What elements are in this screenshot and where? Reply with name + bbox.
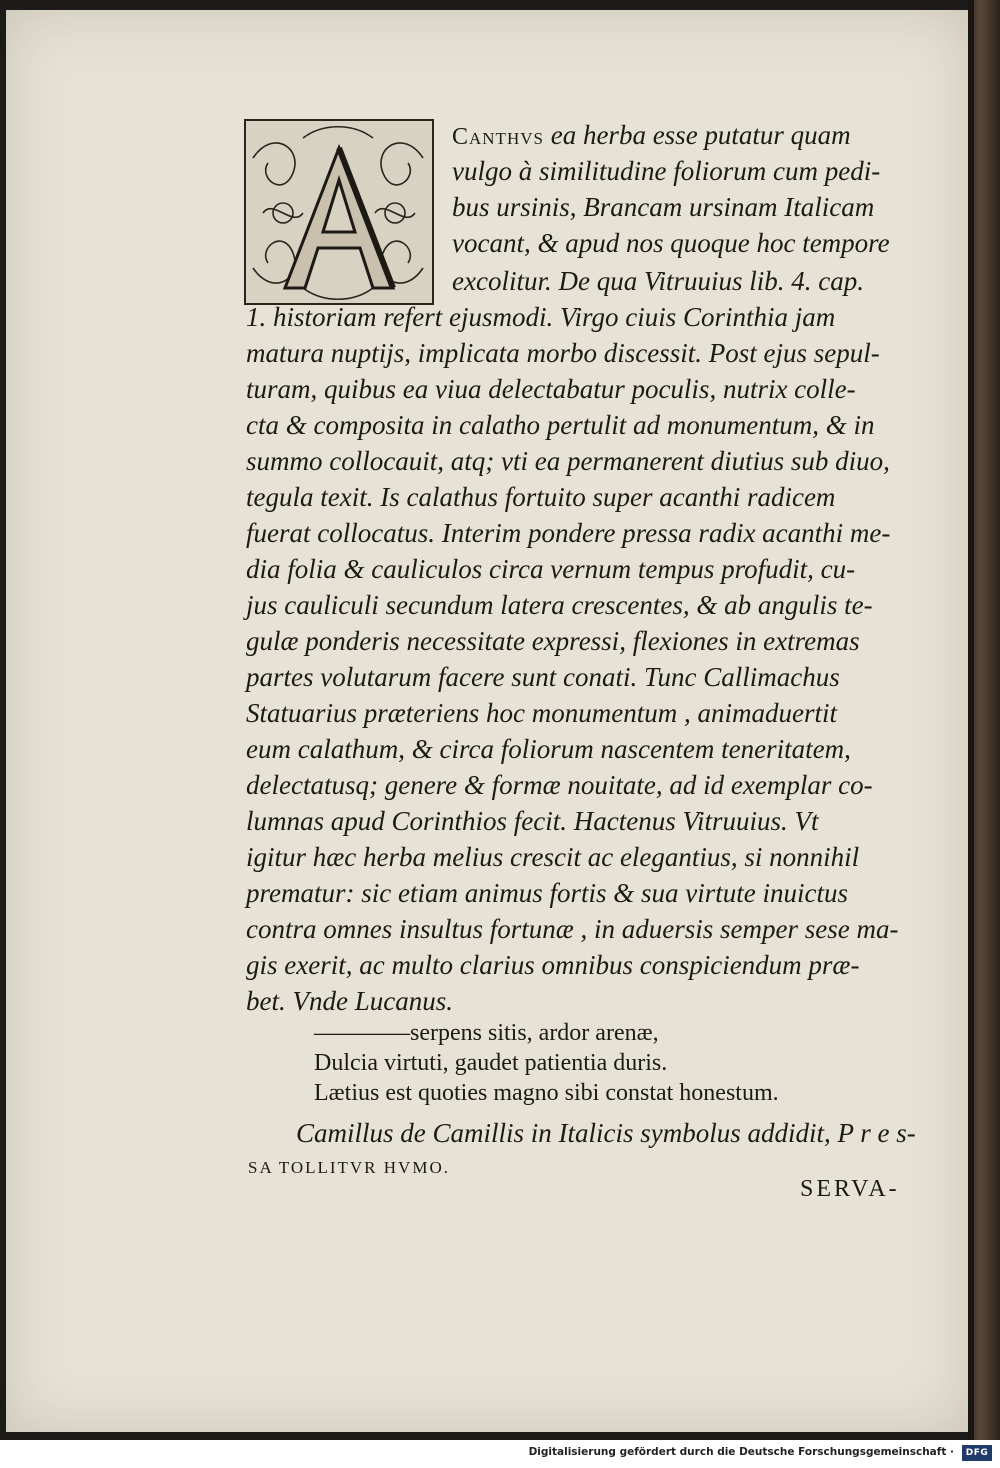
text-line-24: gis exerit, ac multo clarius omnibus conspiciendum præ-	[246, 950, 860, 980]
text-line-7: matura nuptijs, implicata morbo discessit. Post ejus sepul-	[246, 338, 880, 368]
text-line-10: summo collocauit, atq; vti ea permanerent diutius sub diuo,	[246, 446, 890, 476]
text-line-4: vocant, & apud nos quoque hoc tempore	[452, 228, 890, 258]
closing-line: Camillus de Camillis in Italicis symbolus addidit, P r e s-	[296, 1118, 916, 1148]
text-line-12: fuerat collocatus. Interim pondere pressa radix acanthi me-	[246, 518, 891, 548]
decorated-initial-a-icon	[243, 118, 435, 306]
text-line-6: 1. historiam refert ejusmodi. Virgo ciuis Corinthia jam	[246, 302, 836, 332]
text-line-1: Canthvs ea herba esse putatur quam	[452, 120, 851, 150]
text-line-23: contra omnes insultus fortunæ , in aduersis semper sese ma-	[246, 914, 899, 944]
catchword: SERVA-	[800, 1176, 900, 1202]
dfg-logo-icon: DFG	[962, 1445, 992, 1461]
text-line-18: eum calathum, & circa foliorum nascentem teneritatem,	[246, 734, 851, 764]
text-line-22: prematur: sic etiam animus fortis & sua virtute inuictus	[246, 878, 848, 908]
text-line-3: bus ursinis, Brancam ursinam Italicam	[452, 192, 875, 222]
spine-strip	[968, 0, 974, 1440]
text-line-14: jus cauliculi secundum latera crescentes, & ab angulis te-	[246, 590, 873, 620]
text-line-16: partes volutarum facere sunt conati. Tunc Callimachus	[246, 662, 840, 692]
text-line-21: igitur hæc herba melius crescit ac elegantius, si nonnihil	[246, 842, 860, 872]
text-line-17: Statuarius præteriens hoc monumentum , animaduertit	[246, 698, 837, 728]
funding-credit: Digitalisierung gefördert durch die Deutsche Forschungsgemeinschaft ·	[528, 1446, 954, 1458]
closing-motto: SA TOLLITVR HVMO.	[248, 1158, 450, 1177]
text-line-8: turam, quibus ea viua delectabatur poculis, nutrix colle-	[246, 374, 856, 404]
text-line-19: delectatusq; genere & formæ nouitate, ad id exemplar co-	[246, 770, 873, 800]
text-line-5: excolitur. De qua Vitruuius lib. 4. cap.	[452, 266, 864, 296]
verse-line-2: Dulcia virtuti, gaudet patientia duris.	[314, 1050, 668, 1076]
verse-line-3: Lætius est quoties magno sibi constat honestum.	[314, 1080, 779, 1106]
text-line-25: bet. Vnde Lucanus.	[246, 986, 453, 1016]
text-line-15: gulæ ponderis necessitate expressi, flexiones in extremas	[246, 626, 860, 656]
verse-line-1: ————serpens sitis, ardor arenæ,	[314, 1020, 659, 1046]
text-line-9: cta & composita in calatho pertulit ad monumentum, & in	[246, 410, 875, 440]
text-line-2: vulgo à similitudine foliorum cum pedi-	[452, 156, 881, 186]
text-line-20: lumnas apud Corinthios fecit. Hactenus Vitruuius. Vt	[246, 806, 819, 836]
incipit-word: Canthvs	[452, 124, 544, 150]
text-line-13: dia folia & cauliculos circa vernum tempus profudit, cu-	[246, 554, 856, 584]
text-line-11: tegula texit. Is calathus fortuito super acanthi radicem	[246, 482, 836, 512]
